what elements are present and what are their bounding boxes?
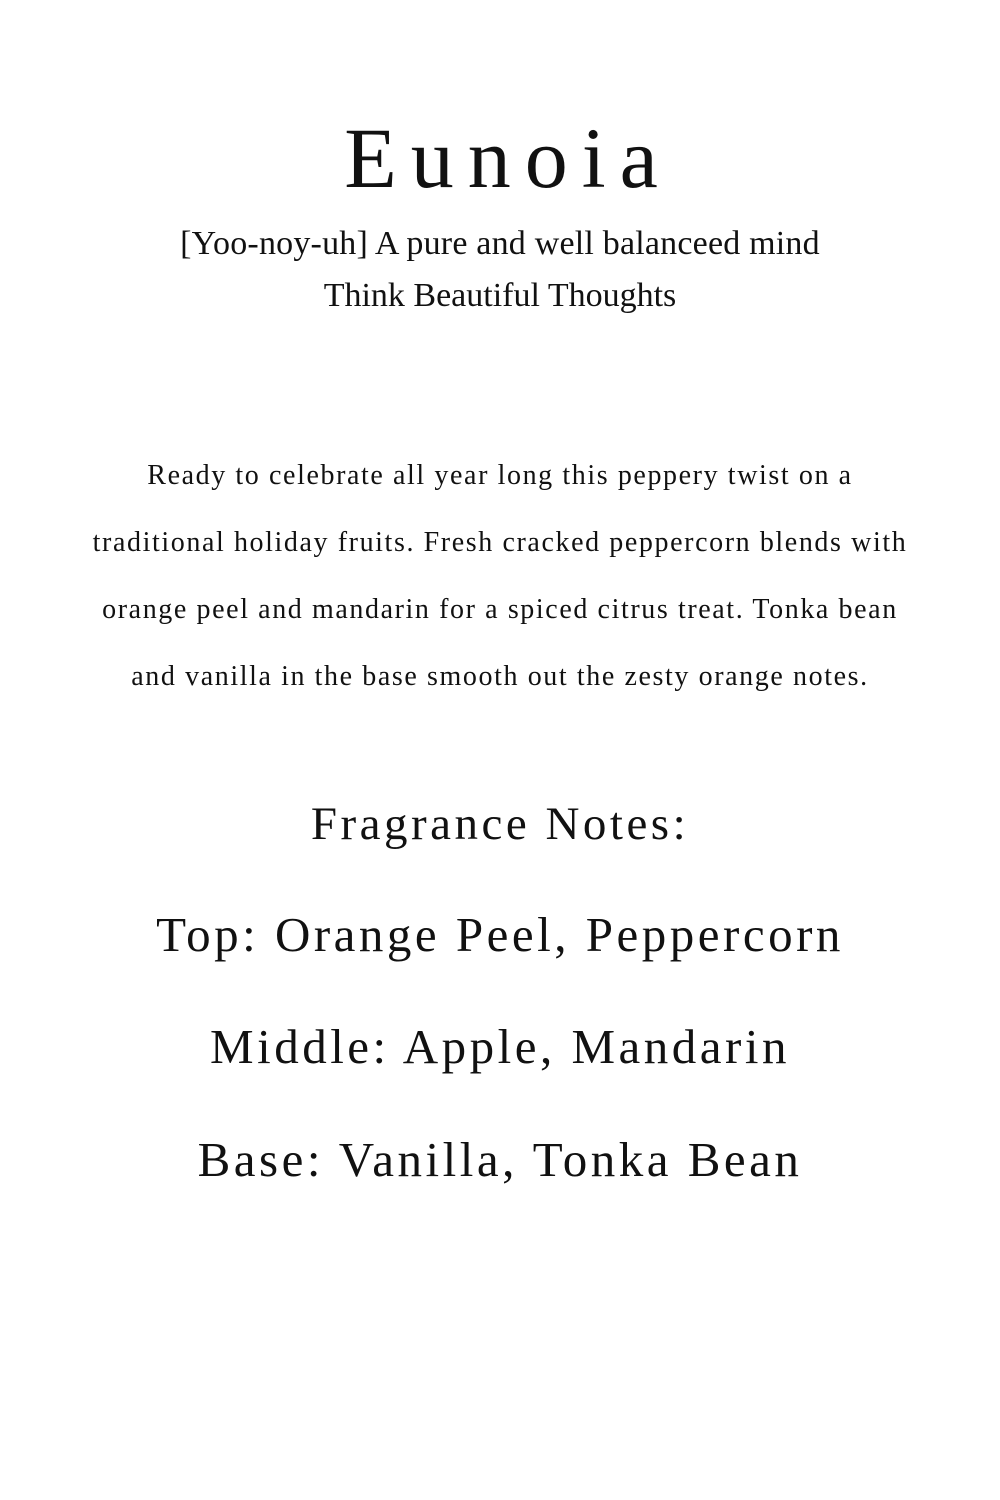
- description-line: orange peel and mandarin for a spiced citrus treat. Tonka bean: [102, 594, 898, 625]
- fragrance-notes-heading: Fragrance Notes:: [310, 798, 690, 850]
- base-notes: Base: Vanilla, Tonka Bean: [197, 1132, 803, 1187]
- description-line: traditional holiday fruits. Fresh cracked peppercorn blends with: [92, 527, 908, 558]
- product-description: [20, 442, 980, 710]
- description-line: Ready to celebrate all year long this peppery twist on a: [147, 460, 853, 491]
- tagline: Think Beautiful Thoughts: [323, 277, 677, 314]
- middle-notes: Middle: Apple, Mandarin: [210, 1019, 790, 1074]
- pronunciation-definition: [Yoo-noy-uh] A pure and well balanceed mind: [180, 225, 820, 262]
- top-notes: Top: Orange Peel, Peppercorn: [156, 907, 844, 962]
- product-title: Eunoia: [344, 110, 672, 206]
- description-line: and vanilla in the base smooth out the zesty orange notes.: [131, 661, 869, 692]
